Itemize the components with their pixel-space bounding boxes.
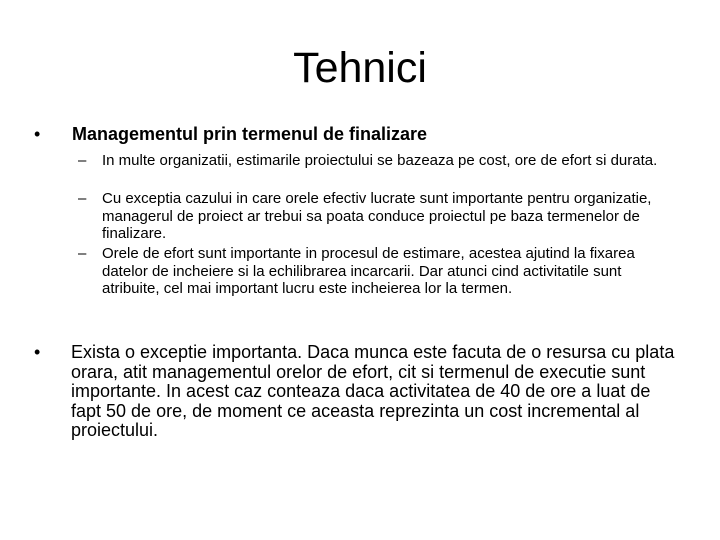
- dash-marker: –: [78, 245, 87, 262]
- sub-item-text: In multe organizatii, estimarile proiectului se bazeaza pe cost, ore de efort si durata.: [102, 152, 658, 169]
- bullet-marker: •: [34, 342, 41, 362]
- slide-title: Tehnici: [293, 44, 427, 92]
- bullet-marker: •: [34, 124, 41, 144]
- sub-item-text: Orele de efort sunt importante in procesul de estimare, acestea ajutind la fixarea datelor de incheiere si la echilibrarea incarcarii. Dar atunci cind activitatile sunt atribuite, cel mai important lucru este incheierea lor la termen.: [102, 245, 635, 297]
- sub-item-text: Cu exceptia cazului in care orele efectiv lucrate sunt importante pentru organizatie, managerul de proiect ar trebui sa poata conduce proiectul pe baza termenelor de finalizare.: [102, 190, 652, 242]
- bullet-text: Exista o exceptie importanta. Daca munca este facuta de o resursa cu plata orara, atit managementul orelor de efort, cit si termenul de executie sunt importante. In acest caz conteaza daca activitatea de 40 de ore a luat de fapt 50 de ore, de moment ce aceasta reprezinta un cost incremental al proiectului.: [71, 342, 675, 440]
- dash-marker: –: [78, 190, 87, 207]
- dash-marker: –: [78, 152, 87, 169]
- bullet-text: Managementul prin termenul de finalizare: [72, 124, 428, 144]
